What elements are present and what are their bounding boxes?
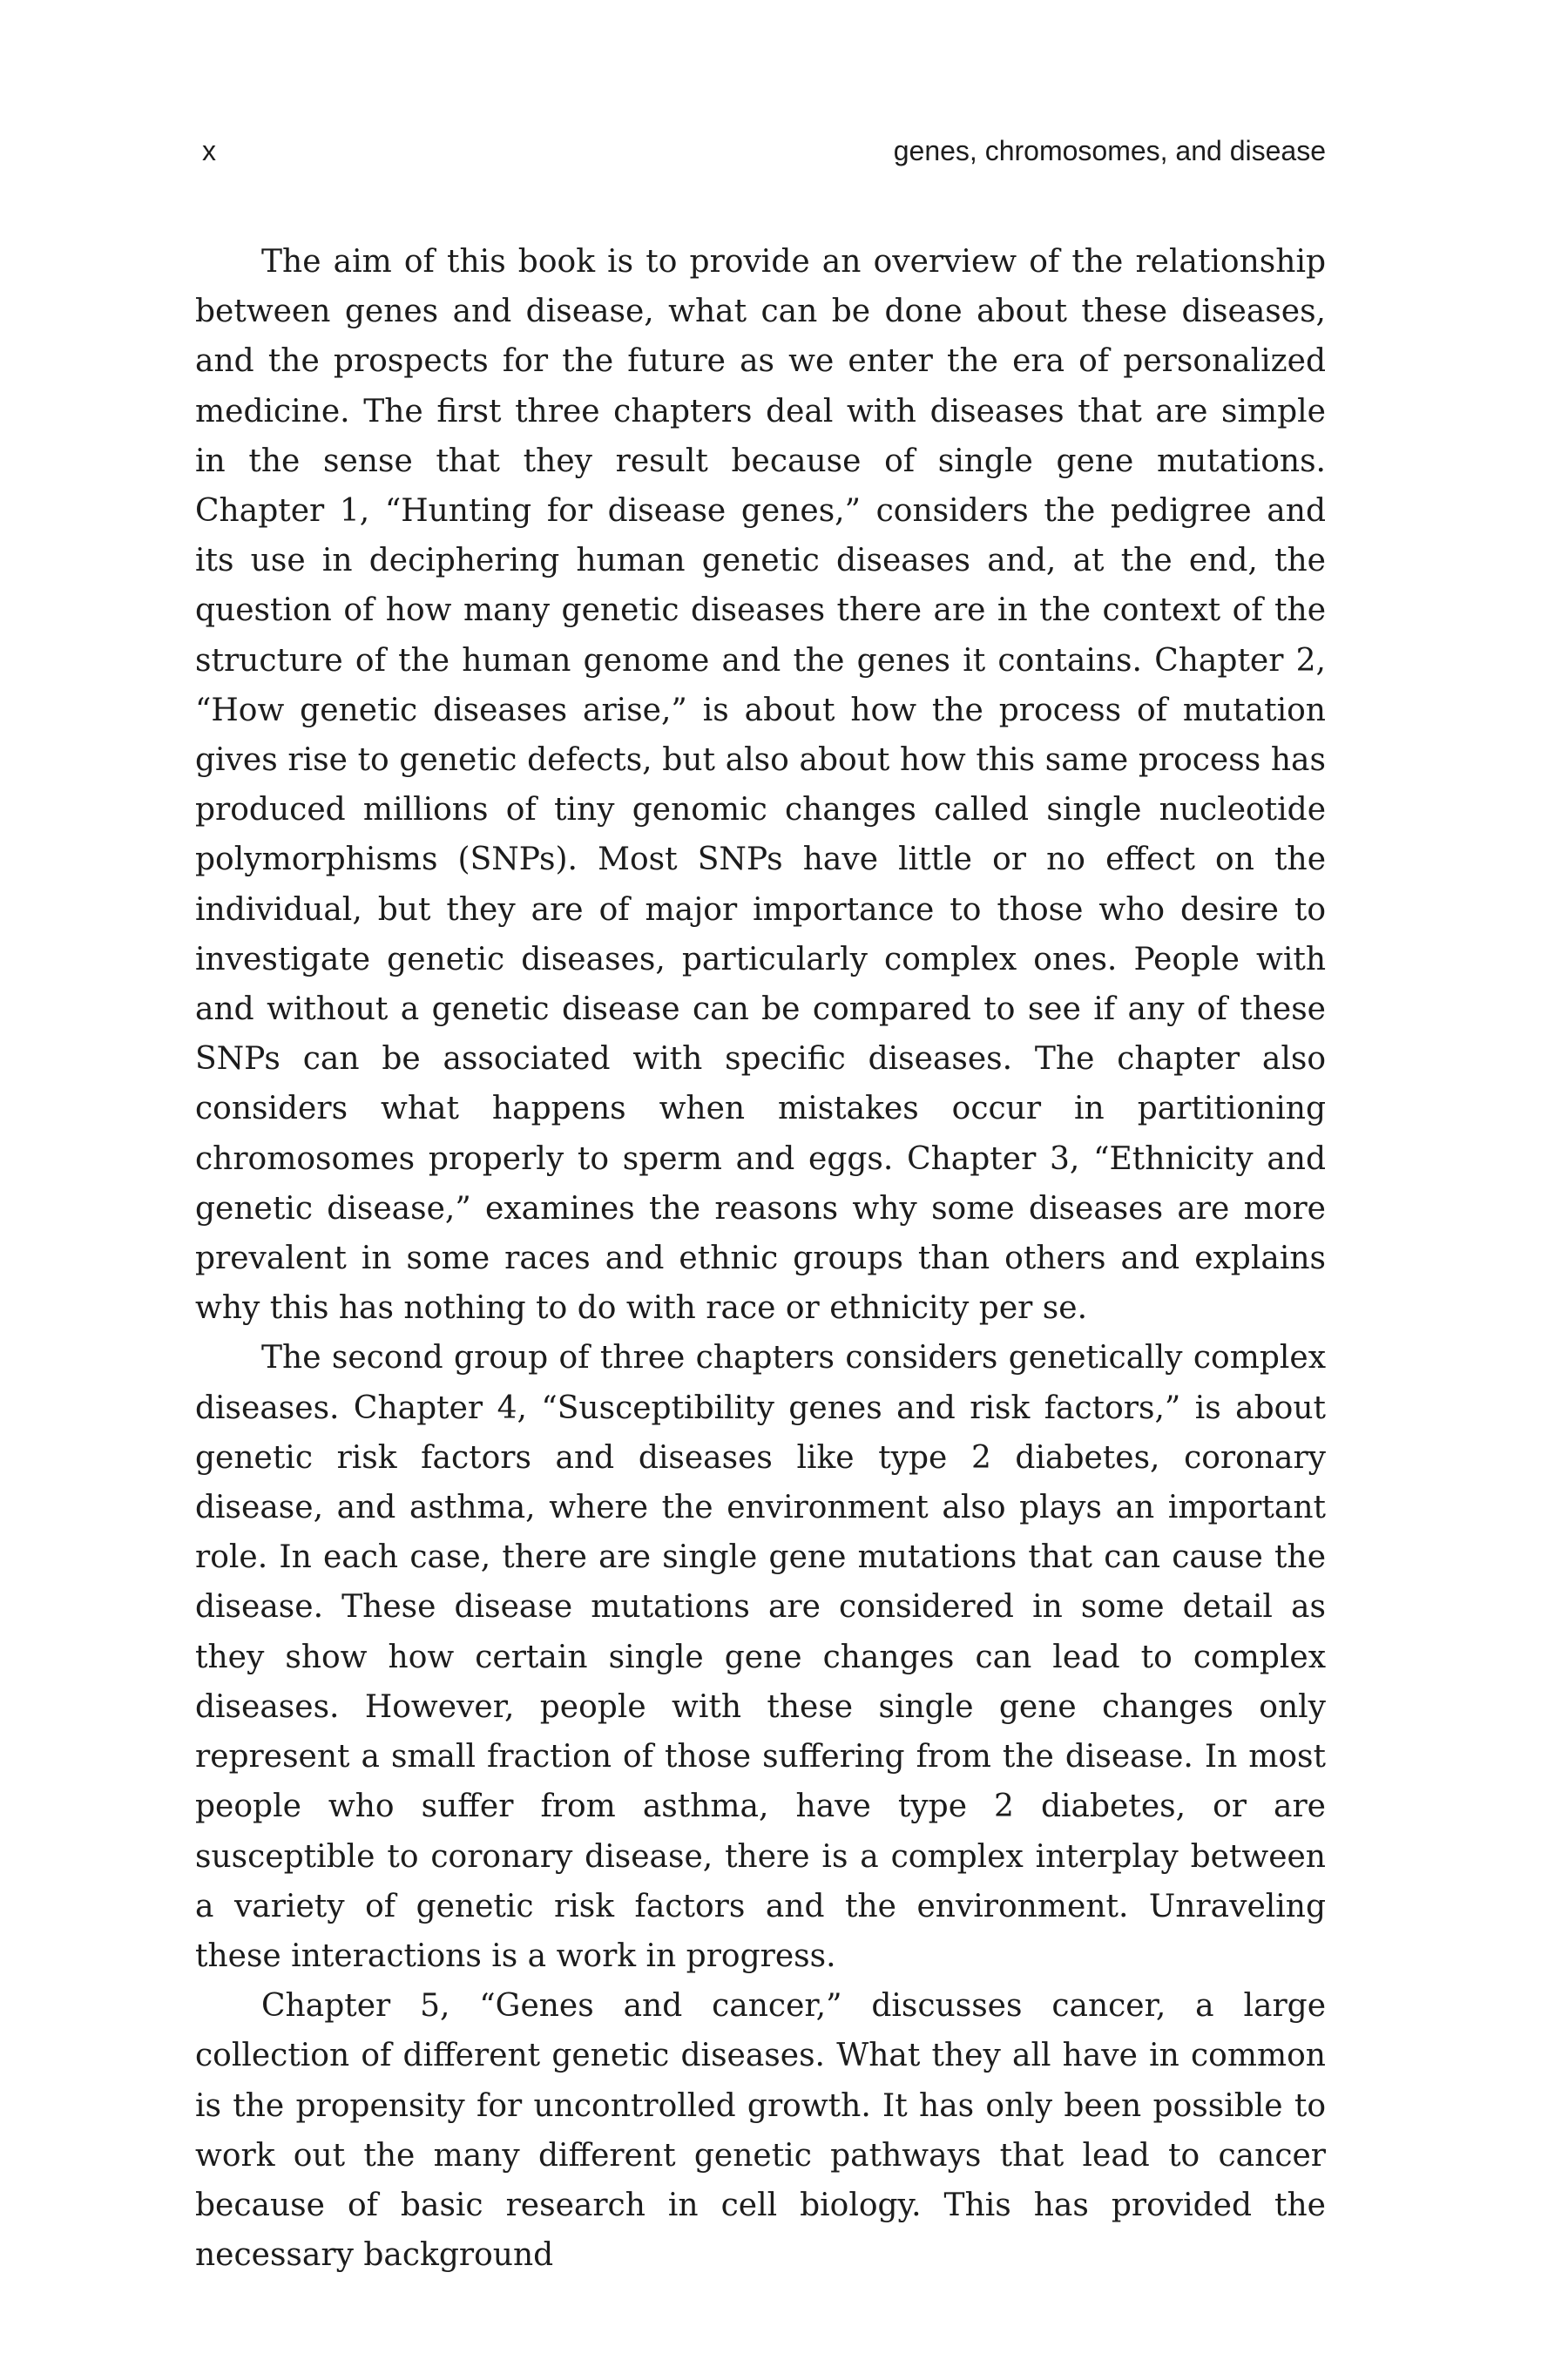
paragraph-intro: The aim of this book is to provide an overview of the relationship between genes and disease, what can be done about these diseases, and the prospects for the future as we enter the era of personalized medicine. The first three chapters deal with diseases that are simple in the sense that they result because of single gene mutations. Chapter 1, “Hunting for disease genes,” considers the pedigree and its use in deciphering human genetic diseases and, at the end, the question of how many genetic diseases there are in the context of the structure of the human genome and the genes it contains. Chapter 2, “How genetic diseases arise,” is about how the process of mutation gives rise to genetic defects, but also about how this same process has produced millions of tiny genomic changes called single nucleotide polymorphisms (SNPs). Most SNPs have little or no effect on the individual, but they are of major importance to those who desire to investigate genetic diseases, particularly complex ones. People with and without a genetic disease can be compared to see if any of these SNPs can be associated with specific diseases. The chapter also considers what happens when mistakes occur in partitioning chromosomes properly to sperm and eggs. Chapter 3, “Ethnicity and genetic disease,” examines the reasons why some diseases are more prevalent in some races and ethnic groups than others and explains why this has nothing to do with race or ethnicity per se.	[195, 244, 1326, 1327]
running-head	[202, 129, 1326, 172]
paragraph-cancer: Chapter 5, “Genes and cancer,” discusses cancer, a large collection of different genetic diseases. What they all have in common is the propensity for uncontrolled growth. It has only been possible to work out the many different genetic pathways that lead to cancer because of basic research in cell biology. This has provided the necessary background	[195, 1988, 1326, 2274]
running-title: genes, chromosomes, and disease	[893, 135, 1326, 166]
body-text	[195, 237, 1326, 2280]
page-number: x	[202, 135, 216, 166]
paragraph-complex-diseases: The second group of three chapters considers genetically complex diseases. Chapter 4, “Susceptibility genes and risk factors,” is about genetic risk factors and diseases like type 2 diabetes, coronary disease, and asthma, where the environment also plays an important role. In each case, there are single gene mutations that can cause the disease. These disease mutations are considered in some detail as they show how certain single gene changes can lead to complex diseases. However, people with these single gene changes only represent a small fraction of those suffering from the disease. In most people who suffer from asthma, have type 2 diabetes, or are susceptible to coronary disease, there is a complex interplay between a variety of genetic risk factors and the environment. Unraveling these interactions is a work in progress.	[195, 1340, 1326, 1974]
